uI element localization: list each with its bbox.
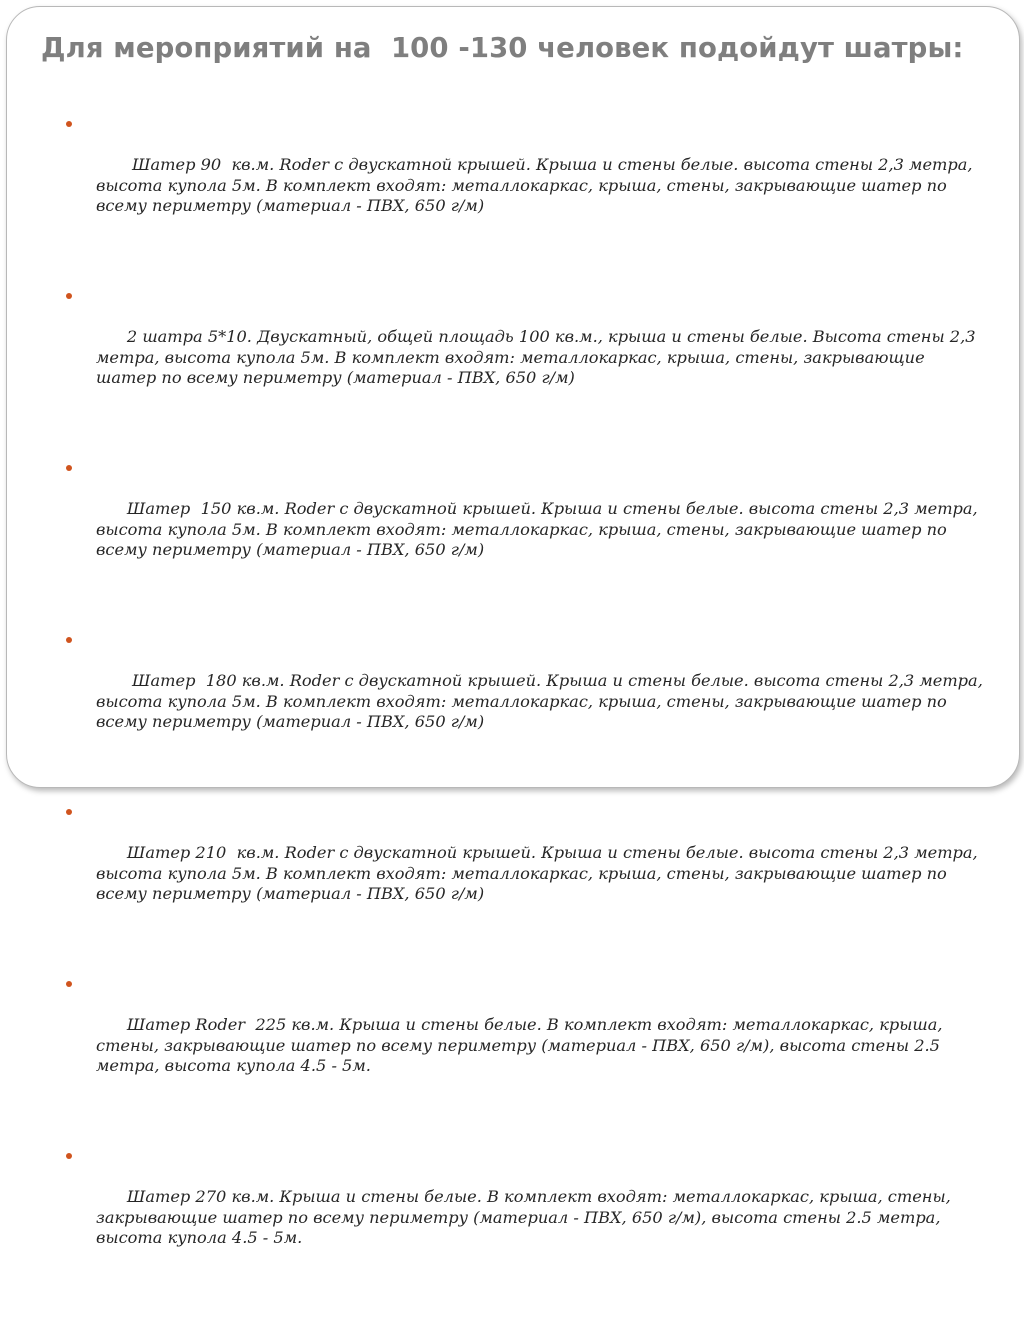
list-item (66, 114, 986, 237)
list-item-text: Шатер Roder 225 кв.м. Крыша и стены белые. В комплект входят: металлокаркас, крыша, стены, закрывающие шатер по всему периметру (материал - ПВХ, 650 г/м), высота стены 2.5 метра, высота купола 4.5 - 5м. (96, 1015, 948, 1075)
round-bullet-icon (66, 637, 72, 643)
list-item-text: 2 шатра 5*10. Двускатный, общей площадь 100 кв.м., крыша и стены белые. Высота стены 2,3 метра, высота купола 5м. В комплект входят: металлокаркас, крыша, стены, закрывающие шатер по всему периметру (материал - ПВХ, 650 г/м) (96, 327, 981, 387)
list-item-text: Шатер 270 кв.м. Крыша и стены белые. В комплект входят: металлокаркас, крыша, стены, закрывающие шатер по всему периметру (материал - ПВХ, 650 г/м), высота стены 2.5 метра, высота купола 4.5 - 5м. (96, 1187, 956, 1247)
list-item (66, 458, 986, 581)
round-bullet-icon (66, 121, 72, 127)
list-item-text: Шатер 210 кв.м. Roder с двускатной крышей. Крыша и стены белые. высота стены 2,3 метра, высота купола 5м. В комплект входят: металлокаркас, крыша, стены, закрывающие шатер по всему периметру (материал - ПВХ, 650 г/м) (96, 843, 983, 903)
round-bullet-icon (66, 981, 72, 987)
list-item (66, 802, 986, 925)
slide-title: Для мероприятий на 100 -130 человек подойдут шатры: (41, 32, 964, 64)
round-bullet-icon (66, 1153, 72, 1159)
tent-list (66, 114, 989, 1318)
list-item (66, 974, 986, 1097)
round-bullet-icon (66, 465, 72, 471)
list-item (66, 286, 986, 409)
list-item-text: Шатер 150 кв.м. Roder с двускатной крышей. Крыша и стены белые. высота стены 2,3 метра, высота купола 5м. В комплект входят: металлокаркас, крыша, стены, закрывающие шатер по всему периметру (материал - ПВХ, 650 г/м) (96, 499, 983, 559)
list-item (66, 630, 989, 753)
list-item (66, 1146, 986, 1269)
round-bullet-icon (66, 293, 72, 299)
round-bullet-icon (66, 809, 72, 815)
list-item-text: Шатер 90 кв.м. Roder с двускатной крышей. Крыша и стены белые. высота стены 2,3 метра, высота купола 5м. В комплект входят: металлокаркас, крыша, стены, закрывающие шатер по всему периметру (материал - ПВХ, 650 г/м) (96, 155, 978, 215)
list-item-text: Шатер 180 кв.м. Roder с двускатной крышей. Крыша и стены белые. высота стены 2,3 метра, высота купола 5м. В комплект входят: металлокаркас, крыша, стены, закрывающие шатер по всему периметру (материал - ПВХ, 650 г/м) (96, 671, 989, 731)
